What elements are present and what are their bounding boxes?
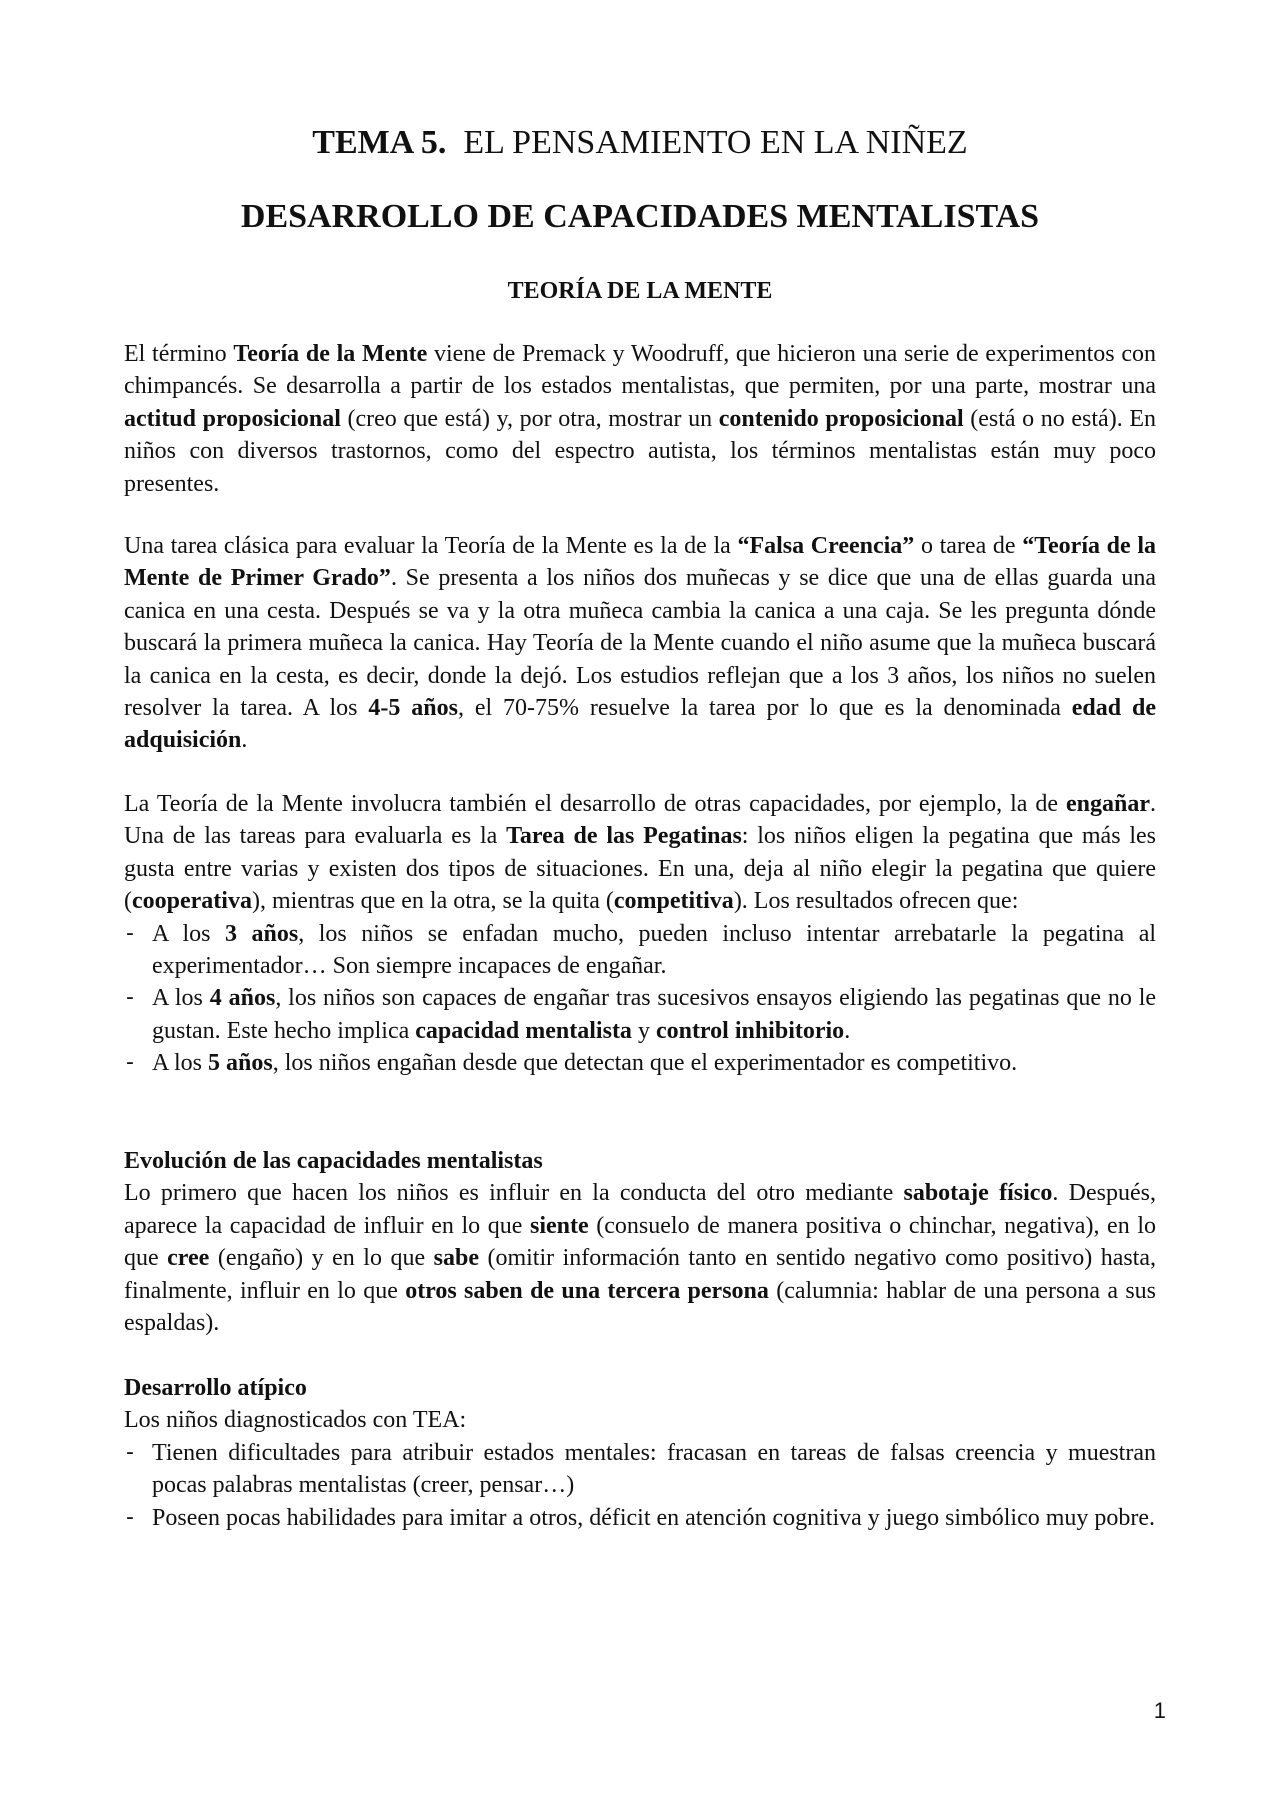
- bold-term: edad de adquisición: [124, 695, 1156, 754]
- text: . Después, aparece la capacidad de influir en lo que: [124, 1180, 1156, 1239]
- text: A los: [152, 985, 210, 1012]
- text: Poseen pocas habilidades para imitar a otros, déficit en atención cognitiva y juego simbólico muy pobre.: [152, 1504, 1156, 1531]
- text: , los niños son capaces de engañar tras sucesivos ensayos eligiendo las pegatinas que no le gustan. Este hecho implica: [152, 985, 1157, 1044]
- list-item: [124, 1047, 1156, 1079]
- bold-term: 5 años: [208, 1050, 273, 1077]
- bold-term: “Teoría de la Mente de Primer Grado”: [124, 533, 1156, 592]
- text: A los: [152, 1050, 209, 1077]
- bold-term: 4 años: [209, 985, 276, 1012]
- title-tema: TEMA 5.: [312, 124, 447, 161]
- bold-term: sabe: [433, 1245, 479, 1272]
- text: , el 70-75% resuelve la tarea por lo que es la denominada: [457, 695, 1072, 722]
- text: Lo primero que hacen los niños es influir en la conducta del otro mediante: [124, 1180, 904, 1207]
- atipico-intro: Los niños diagnosticados con TEA:: [124, 1407, 467, 1434]
- text: y: [631, 1017, 656, 1044]
- text: El término: [124, 341, 234, 367]
- text: .: [844, 1017, 851, 1044]
- dash-bullet: -: [126, 1504, 134, 1530]
- tea-list: [124, 1437, 1156, 1534]
- bold-term: cree: [167, 1245, 210, 1272]
- text: , los niños engañan desde que detectan que el experimentador es competitivo.: [272, 1050, 1018, 1077]
- text: o tarea de: [914, 533, 1023, 559]
- bold-term: 3 años: [225, 920, 299, 947]
- dash-bullet: -: [126, 985, 134, 1011]
- bold-term: competitiva: [613, 888, 734, 915]
- text: ), mientras que en la otra, se la quita (: [251, 888, 614, 915]
- bold-term: otros saben de una tercera persona: [405, 1277, 769, 1304]
- text: .: [241, 727, 248, 754]
- bold-term: “Falsa Creencia”: [737, 533, 915, 559]
- bold-term: engañar: [1066, 791, 1150, 817]
- bold-term: capacidad mentalista: [415, 1017, 632, 1044]
- list-item: [124, 1437, 1156, 1502]
- section-evolucion: [124, 1145, 1156, 1339]
- bold-term: Tarea de las Pegatinas: [506, 823, 742, 850]
- page-title: [124, 122, 1156, 164]
- dash-bullet: -: [126, 1439, 134, 1465]
- bold-term: Teoría de la Mente: [233, 341, 428, 367]
- bold-term: actitud proposicional: [124, 405, 341, 432]
- page-subtitle: DESARROLLO DE CAPACIDADES MENTALISTAS: [240, 198, 1040, 235]
- bold-term: control inhibitorio: [655, 1017, 845, 1044]
- text: ). Los resultados ofrecen que:: [733, 888, 1019, 915]
- text: La Teoría de la Mente involucra también el desarrollo de otras capacidades, por ejemplo, la de: [124, 791, 1066, 817]
- bold-term: 4-5 años: [368, 695, 458, 722]
- text: A los: [152, 920, 226, 947]
- text: (creo que está) y, por otra, mostrar un: [340, 405, 719, 432]
- list-item: [124, 1502, 1156, 1534]
- text: : los niños eligen la pegatina que más les gusta entre varias y existen dos tipos de situaciones. En una, deja al niño elegir la pegatina que quiere (: [124, 823, 1156, 915]
- bold-term: sabotaje físico: [903, 1180, 1053, 1207]
- bold-term: siente: [530, 1212, 589, 1239]
- text: (está o no está). En niños con diversos trastornos, como del espectro autista, los términos mentalistas están muy poco presentes.: [124, 405, 1156, 497]
- paragraph-3: [124, 788, 1156, 1080]
- text: (engaño) y en lo que: [209, 1245, 434, 1272]
- section-heading: TEORÍA DE LA MENTE: [507, 278, 773, 304]
- text: (omitir información tanto en sentido negativo como positivo) hasta, finalmente, influir en lo que: [124, 1245, 1157, 1304]
- page-number: 1: [1153, 1698, 1166, 1723]
- bold-term: contenido proposicional: [718, 405, 964, 432]
- list-item: [124, 918, 1156, 983]
- text: , los niños se enfadan mucho, pueden incluso intentar arrebatarle la pegatina al experimentador… Son siempre incapaces de engañar.: [152, 920, 1157, 980]
- text: . Una de las tareas para evaluarla es la: [124, 791, 1156, 850]
- bold-term: cooperativa: [132, 888, 252, 915]
- title-text: EL PENSAMIENTO EN LA NIÑEZ: [463, 124, 968, 161]
- text: Tienen dificultades para atribuir estados mentales: fracasan en tareas de falsas creencia y muestran pocas palabras mentalistas (creer, pensar…): [152, 1439, 1156, 1499]
- text: Una tarea clásica para evaluar la Teoría de la Mente es la de la: [124, 533, 738, 559]
- atipico-heading: Desarrollo atípico: [124, 1375, 307, 1401]
- list-item: [124, 982, 1156, 1047]
- text: (consuelo de manera positiva o chinchar, negativa), en lo que: [124, 1212, 1156, 1272]
- results-list: [124, 918, 1156, 1080]
- paragraph-2: [124, 530, 1156, 757]
- dash-bullet: -: [126, 920, 134, 946]
- text: (calumnia: hablar de una persona a sus espaldas).: [124, 1277, 1156, 1337]
- dash-bullet: -: [126, 1050, 134, 1076]
- evolucion-heading: Evolución de las capacidades mentalistas: [124, 1148, 543, 1174]
- text: viene de Premack y Woodruff, que hicieron una serie de experimentos con chimpancés. Se desarrolla a partir de los estados mentalistas, que permiten, por una parte, mostrar una: [124, 341, 1156, 400]
- section-atipico: [124, 1372, 1156, 1534]
- text: . Se presenta a los niños dos muñecas y se dice que una de ellas guarda una canica en una cesta. Después se va y la otra muñeca cambia la canica a una caja. Se les pregunta dónde buscará la primera muñeca la canica. Hay Teoría de la Mente cuando el niño asume que la muñeca buscará la canica en la cesta, es decir, donde la dejó. Los estudios reflejan que a los 3 años, los niños no suelen resolver la tarea. A los: [124, 565, 1157, 722]
- paragraph-1: [124, 338, 1156, 500]
